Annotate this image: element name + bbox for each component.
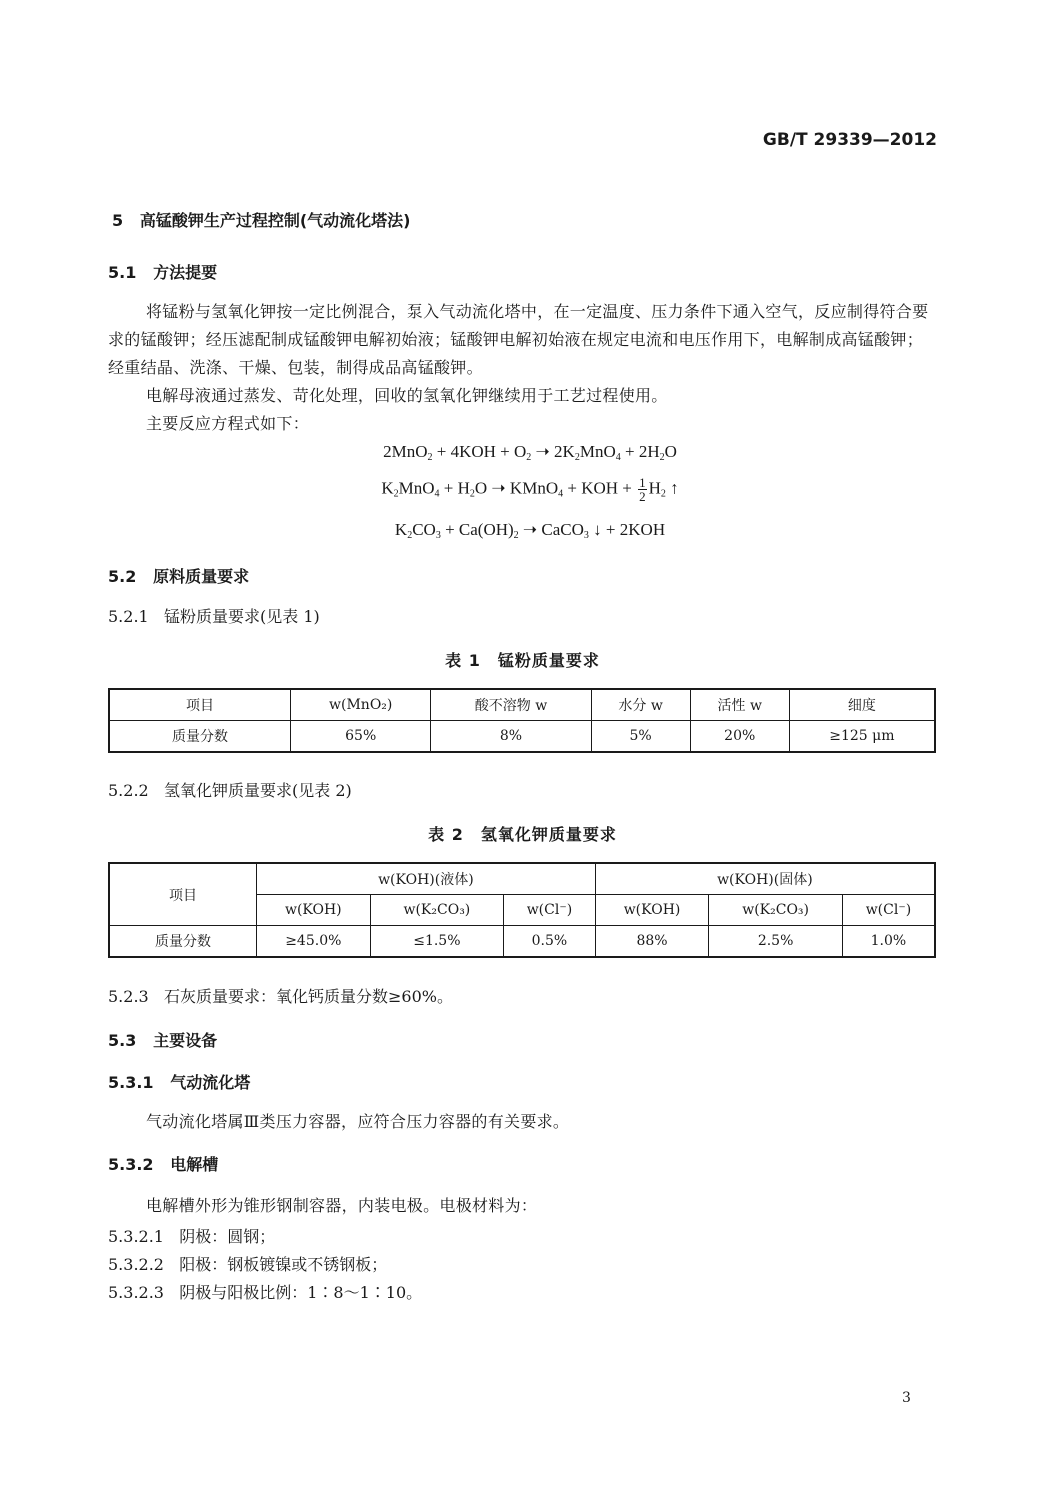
section-5-2-3 [108,984,453,1007]
table-cell: 65% [291,721,431,753]
table-2 [108,862,936,958]
table-header-cell: 项目 [109,863,257,926]
table-header-cell: w(K₂CO₃) [709,895,843,926]
section-title: 主要设备 [153,1031,218,1050]
section-number: 5.1 [108,263,137,282]
section-5-1-heading [108,260,217,283]
table-header-cell: 细度 [789,689,935,721]
section-number: 5.2.3 [108,987,149,1006]
table-cell: 0.5% [504,926,596,958]
table-header-cell: w(Cl⁻) [842,895,935,926]
equation-1: $2MnO_2 + 4KOH + O_2$ ➝ $2K_2MnO_4 + 2H_2O$ [383,442,677,463]
table-row [109,863,935,895]
table-row [109,721,935,753]
table-cell: ≤1.5% [370,926,504,958]
table-header-cell: w(K₂CO₃) [370,895,504,926]
table-1 [108,688,936,753]
table-row [109,926,935,958]
table-cell: 1.0% [842,926,935,958]
section-number: 5.2.1 [108,607,149,626]
section-number: 5.3.1 [108,1073,154,1092]
table-cell: ≥125 μm [789,721,935,753]
table-cell: 8% [431,721,591,753]
section-title: 锰粉质量要求(见表 1) [163,607,320,626]
section-text: 阴极：圆钢； [179,1227,276,1246]
section-number: 5.3.2.1 [108,1227,164,1246]
section-title: 气动流化塔 [170,1073,251,1092]
table-header-cell: 酸不溶物 w [431,689,591,721]
section-text: 阴极与阳极比例：1∶8～1∶10。 [179,1283,423,1302]
equation-3: $K_2CO_3 + Ca(OH)_2$ ➝ CaCO$_3$ ↓ + 2KOH [394,520,666,541]
section-text: 石灰质量要求：氧化钙质量分数≥60%。 [163,987,453,1006]
table-header-cell: w(MnO₂) [291,689,431,721]
method-summary-paragraph: 将锰粉与氢氧化钾按一定比例混合，泵入气动流化塔中，在一定温度、压力条件下通入空气，反应制得符合要求的锰酸钾；经压滤配制成锰酸钾电解初始液；锰酸钾电解初始液在规定电流和电压作用下，电解制成高锰酸钾；经重结晶、洗涤、干燥、包装，制得成品高锰酸钾。 [108,302,929,377]
table-cell: 2.5% [709,926,843,958]
section-5-3-1-heading [108,1070,250,1093]
section-title: 电解槽 [170,1155,219,1174]
standard-number: GB/T 29339—2012 [762,130,937,150]
equation-2: $K_2MnO_4 + H_2O$ ➝ KMnO$_4$ + KOH + $\frac{1}{2}$ $H_2$ ↑ [381,475,679,504]
section-title: 方法提要 [153,263,218,282]
section-text: 阳极：钢板镀镍或不锈钢板； [179,1255,388,1274]
table-2-caption: 表 2 氢氧化钾质量要求 [428,825,617,844]
section-5-3-2-3 [108,1280,422,1303]
table-header-cell: 活性 w [690,689,789,721]
fluidized-tower-paragraph: 气动流化塔属Ⅲ类压力容器，应符合压力容器的有关要求。 [146,1112,570,1131]
table-cell: 质量分数 [109,926,257,958]
table-group-header: w(KOH)(固体) [595,863,935,895]
table-header-cell: 水分 w [591,689,690,721]
section-number: 5.2.2 [108,781,149,800]
section-5-2-1-heading [108,604,320,627]
section-title: 高锰酸钾生产过程控制(气动流化塔法) [139,211,411,230]
table-header-cell: 项目 [109,689,291,721]
section-number: 5 [112,211,124,230]
section-title: 氢氧化钾质量要求(见表 2) [163,781,352,800]
reaction-intro-paragraph: 主要反应方程式如下： [146,414,310,433]
section-5-2-2-heading [108,778,352,801]
table-header-cell: w(KOH) [257,895,371,926]
section-5-3-2-1 [108,1224,275,1247]
table-group-header: w(KOH)(液体) [257,863,596,895]
section-number: 5.3.2.2 [108,1255,164,1274]
table-cell: 88% [595,926,709,958]
section-5-3-heading [108,1028,217,1051]
section-title: 原料质量要求 [153,567,250,586]
table-1-caption: 表 1 锰粉质量要求 [445,651,600,670]
table-row [109,689,935,721]
section-5-3-2-2 [108,1252,387,1275]
table-header-cell: w(Cl⁻) [504,895,596,926]
section-number: 5.2 [108,567,137,586]
section-5-2-heading [108,564,249,587]
section-5-3-2-heading [108,1152,218,1175]
section-number: 5.3.2 [108,1155,154,1174]
table-cell: 质量分数 [109,721,291,753]
table-cell: 20% [690,721,789,753]
table-cell: 5% [591,721,690,753]
mother-liquor-paragraph: 电解母液通过蒸发、苛化处理，回收的氢氧化钾继续用于工艺过程使用。 [146,386,668,405]
page-number: 3 [902,1390,911,1406]
table-cell: ≥45.0% [257,926,371,958]
table-header-cell: w(KOH) [595,895,709,926]
section-number: 5.3 [108,1031,137,1050]
section-number: 5.3.2.3 [108,1283,164,1302]
electrolyzer-paragraph: 电解槽外形为锥形钢制容器，内装电极。电极材料为： [146,1196,538,1215]
section-5-heading [112,208,411,231]
